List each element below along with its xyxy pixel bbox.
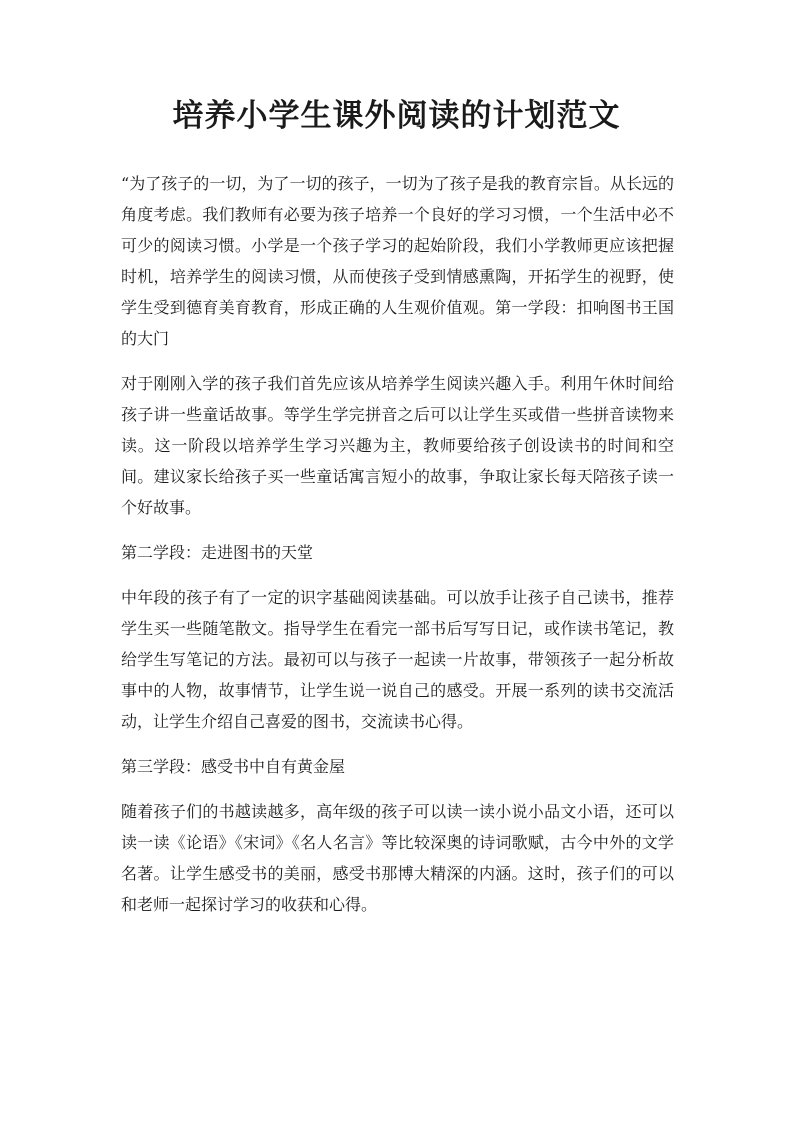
- stage-two-paragraph: 中年段的孩子有了一定的识字基础阅读基础。可以放手让孩子自己读书，推荐学生买一些随笔散文。指导学生在看完一部书后写写日记，或作读书笔记，教给学生写笔记的方法。最初可以与孩子一起读一片故事，带领孩子一起分析故事中的人物，故事情节，让学生说一说自己的感受。开展一系列的读书交流活动，让学生介绍自己喜爱的图书，交流读书心得。: [121, 588, 674, 731]
- stage-three-heading: 第三学段：感受书中自有黄金屋: [121, 757, 346, 776]
- stage-one-paragraph: 对于刚刚入学的孩子我们首先应该从培养学生阅读兴趣入手。利用午休时间给孩子讲一些童话故事。等学生学完拼音之后可以让学生买或借一些拼音读物来读。这一阶段以培养学生学习兴趣为主，教师要给孩子创设读书的时间和空间。建议家长给孩子买一些童话寓言短小的故事，争取让家长每天陪孩子读一个好故事。: [121, 374, 674, 517]
- stage-three-paragraph: 随着孩子们的书越读越多，高年级的孩子可以读一读小说小品文小语，还可以读一读《论语》《宋词》《名人名言》等比较深奥的诗词歌赋，古今中外的文学名著。让学生感受书的美丽，感受书那博大精深的内涵。这时，孩子们的可以和老师一起探讨学习的收获和心得。: [121, 802, 674, 914]
- document-title: 培养小学生课外阅读的计划范文: [172, 98, 621, 134]
- stage-two-heading: 第二学段：走进图书的天堂: [121, 543, 314, 562]
- intro-paragraph: “为了孩子的一切，为了一切的孩子，一切为了孩子是我的教育宗旨。从长远的角度考虑。我们教师有必要为孩子培养一个良好的学习习惯，一个生活中必不可少的阅读习惯。小学是一个孩子学习的起始阶段，我们小学教师更应该把握时机，培养学生的阅读习惯，从而使孩子受到情感熏陶，开拓学生的视野，使学生受到德育美育教育，形成正确的人生观价值观。第一学段：扣响图书王国的大门: [121, 174, 674, 348]
- document-body: [121, 168, 674, 934]
